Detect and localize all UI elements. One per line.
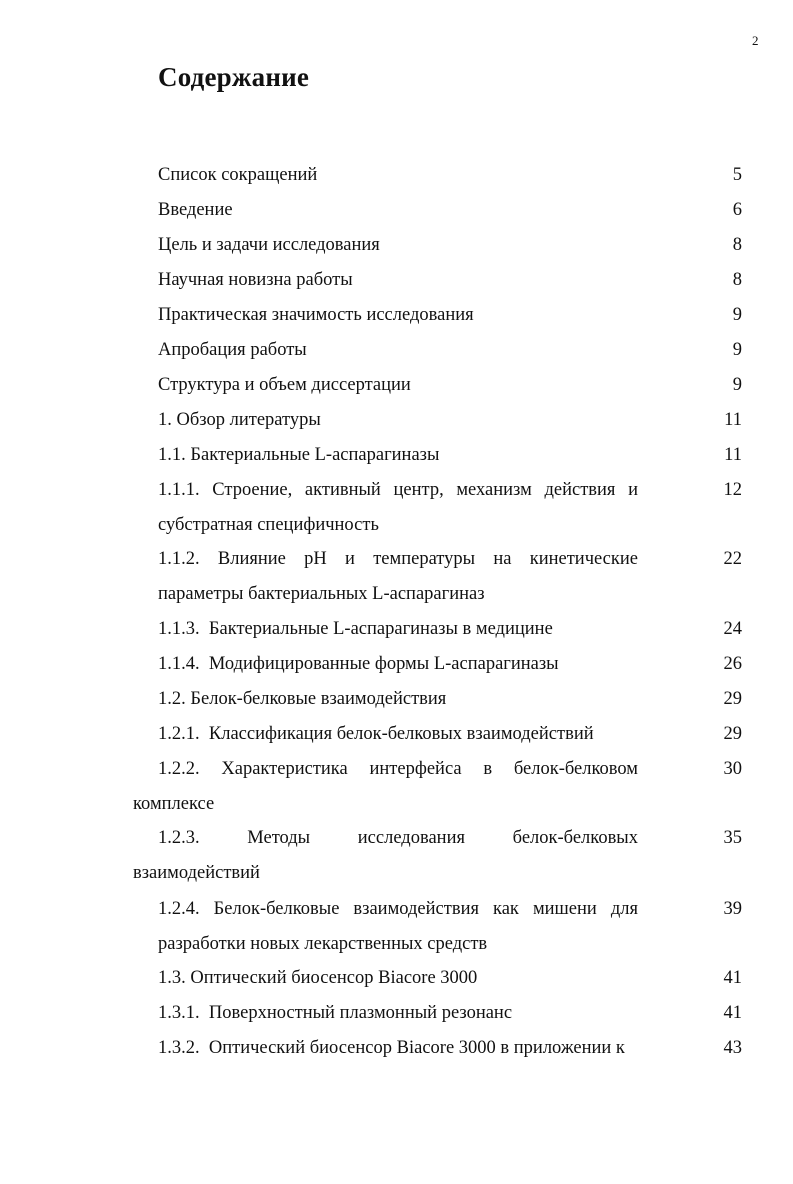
toc-entry-text: 1.1. Бактериальные L-аспарагиназы [158, 445, 440, 465]
toc-entry-text: Апробация работы [158, 340, 307, 360]
toc-entry-page: 12 [723, 480, 742, 500]
toc-entry-text: 1.1.1. Строение, активный центр, механизм действия и [158, 480, 638, 500]
toc-entry-text: 1.3.2. Оптический биосенсор Biacore 3000 в приложении к [158, 1038, 625, 1058]
toc-entry-text: 1. Обзор литературы [158, 410, 321, 430]
toc-entry-text: 1.2.1. Классификация белок-белковых взаимодействий [158, 724, 594, 744]
toc-entry-text: Введение [158, 200, 233, 220]
toc-entry-page: 9 [732, 375, 742, 395]
page-number: 2 [752, 33, 759, 48]
toc-entry-text: Структура и объем диссертации [158, 375, 411, 395]
toc-entry-page: 11 [724, 410, 742, 430]
toc-entry-page: 11 [724, 445, 742, 465]
toc-entry-page: 9 [732, 305, 742, 325]
toc-entry-page: 8 [732, 235, 742, 255]
toc-entry-page: 9 [732, 340, 742, 360]
toc-entry-text: 1.1.3. Бактериальные L-аспарагиназы в медицине [158, 619, 553, 639]
toc-entry-text: комплексе [133, 794, 215, 814]
toc-entry-text: 1.2.3. Методы исследования белок-белковых [158, 828, 638, 848]
page-title: Содержание [158, 62, 310, 92]
toc-entry-page: 29 [723, 689, 742, 709]
toc-entry-text: Научная новизна работы [158, 270, 353, 290]
toc-entry-text: 1.2. Белок-белковые взаимодействия [158, 689, 447, 709]
toc-entry-text: субстратная специфичность [158, 515, 379, 535]
toc-entry-text: взаимодействий [133, 863, 260, 883]
toc-entry-text: 1.3. Оптический биосенсор Biacore 3000 [158, 968, 478, 988]
toc-entry-text: Список сокращений [158, 165, 318, 185]
toc-entry-page: 29 [723, 724, 742, 744]
toc-entry-text: разработки новых лекарственных средств [158, 934, 488, 954]
toc-entry-text: 1.1.2. Влияние рН и температуры на кинетические [158, 549, 638, 569]
toc-entry-page: 30 [723, 759, 742, 779]
toc-entry-text: 1.3.1. Поверхностный плазмонный резонанс [158, 1003, 513, 1023]
toc-entry-text: 1.1.4. Модифицированные формы L-аспарагиназы [158, 654, 559, 674]
toc-entry-text: параметры бактериальных L-аспарагиназ [158, 584, 485, 604]
toc-entry-page: 41 [723, 968, 742, 988]
toc-entry-page: 43 [723, 1038, 742, 1058]
toc-entry-text: 1.2.4. Белок-белковые взаимодействия как мишени для [158, 899, 638, 919]
toc-entry-page: 22 [723, 549, 742, 569]
toc-entry-page: 35 [723, 828, 742, 848]
toc-entry-text: 1.2.2. Характеристика интерфейса в белок-белковом [158, 759, 638, 779]
toc-entry-text: Практическая значимость исследования [158, 305, 474, 325]
toc-entry-page: 6 [732, 200, 742, 220]
toc-entry-page: 26 [723, 654, 742, 674]
toc-entry-page: 39 [723, 899, 742, 919]
toc-entry-page: 8 [732, 270, 742, 290]
toc-entry-text: Цель и задачи исследования [158, 235, 380, 255]
toc-entry-page: 41 [723, 1003, 742, 1023]
toc-entry-page: 5 [732, 165, 742, 185]
toc-entry-page: 24 [723, 619, 742, 639]
